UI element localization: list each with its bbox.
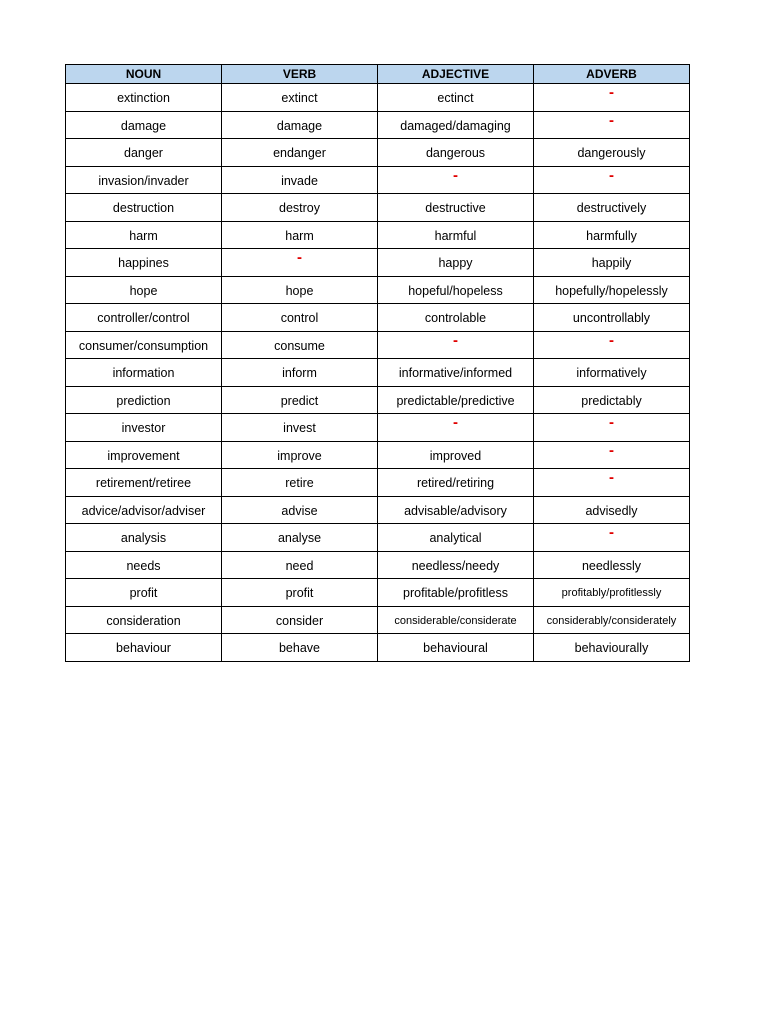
- adverb-cell: dangerously: [534, 139, 690, 167]
- adverb-cell: -: [534, 469, 690, 497]
- verb-cell: consider: [222, 606, 378, 634]
- verb-cell: -: [222, 249, 378, 277]
- table-row: [66, 194, 690, 222]
- noun-cell: information: [66, 359, 222, 387]
- adjective-cell: happy: [378, 249, 534, 277]
- adjective-cell: dangerous: [378, 139, 534, 167]
- header-adjective: ADJECTIVE: [378, 65, 534, 84]
- adjective-cell: predictable/predictive: [378, 386, 534, 414]
- table-row: [66, 166, 690, 194]
- table-row: [66, 579, 690, 607]
- verb-cell: consume: [222, 331, 378, 359]
- table-row: [66, 606, 690, 634]
- table-row: [66, 276, 690, 304]
- adverb-cell: considerably/considerately: [534, 606, 690, 634]
- adjective-cell: harmful: [378, 221, 534, 249]
- verb-cell: predict: [222, 386, 378, 414]
- adjective-cell: -: [378, 166, 534, 194]
- adjective-cell: retired/retiring: [378, 469, 534, 497]
- adjective-cell: needless/needy: [378, 551, 534, 579]
- noun-cell: retirement/retiree: [66, 469, 222, 497]
- noun-cell: controller/control: [66, 304, 222, 332]
- adverb-cell: needlessly: [534, 551, 690, 579]
- table-row: [66, 524, 690, 552]
- noun-cell: harm: [66, 221, 222, 249]
- verb-cell: control: [222, 304, 378, 332]
- verb-cell: profit: [222, 579, 378, 607]
- table-row: [66, 249, 690, 277]
- verb-cell: endanger: [222, 139, 378, 167]
- adjective-cell: hopeful/hopeless: [378, 276, 534, 304]
- table-row: [66, 359, 690, 387]
- table-row: [66, 139, 690, 167]
- table-row: [66, 221, 690, 249]
- noun-cell: consideration: [66, 606, 222, 634]
- noun-cell: profit: [66, 579, 222, 607]
- verb-cell: destroy: [222, 194, 378, 222]
- header-verb: VERB: [222, 65, 378, 84]
- adjective-cell: controlable: [378, 304, 534, 332]
- verb-cell: retire: [222, 469, 378, 497]
- adjective-cell: analytical: [378, 524, 534, 552]
- adverb-cell: uncontrollably: [534, 304, 690, 332]
- adverb-cell: advisedly: [534, 496, 690, 524]
- adjective-cell: considerable/considerate: [378, 606, 534, 634]
- table-row: [66, 84, 690, 112]
- table-row: [66, 111, 690, 139]
- verb-cell: analyse: [222, 524, 378, 552]
- table-row: [66, 441, 690, 469]
- table-header: [66, 65, 690, 84]
- noun-cell: advice/advisor/adviser: [66, 496, 222, 524]
- verb-cell: damage: [222, 111, 378, 139]
- adjective-cell: ectinct: [378, 84, 534, 112]
- adjective-cell: profitable/profitless: [378, 579, 534, 607]
- table-row: [66, 496, 690, 524]
- adverb-cell: -: [534, 111, 690, 139]
- table-row: [66, 386, 690, 414]
- verb-cell: improve: [222, 441, 378, 469]
- verb-cell: inform: [222, 359, 378, 387]
- adverb-cell: hopefully/hopelessly: [534, 276, 690, 304]
- noun-cell: hope: [66, 276, 222, 304]
- adjective-cell: -: [378, 331, 534, 359]
- noun-cell: invasion/invader: [66, 166, 222, 194]
- adverb-cell: predictably: [534, 386, 690, 414]
- noun-cell: consumer/consumption: [66, 331, 222, 359]
- adverb-cell: -: [534, 414, 690, 442]
- adverb-cell: -: [534, 166, 690, 194]
- adverb-cell: happily: [534, 249, 690, 277]
- verb-cell: extinct: [222, 84, 378, 112]
- noun-cell: danger: [66, 139, 222, 167]
- adverb-cell: -: [534, 84, 690, 112]
- noun-cell: improvement: [66, 441, 222, 469]
- verb-cell: advise: [222, 496, 378, 524]
- header-row: [66, 65, 690, 84]
- adverb-cell: harmfully: [534, 221, 690, 249]
- verb-cell: invest: [222, 414, 378, 442]
- adverb-cell: -: [534, 331, 690, 359]
- adjective-cell: informative/informed: [378, 359, 534, 387]
- table-row: [66, 414, 690, 442]
- adverb-cell: destructively: [534, 194, 690, 222]
- table-row: [66, 331, 690, 359]
- adjective-cell: advisable/advisory: [378, 496, 534, 524]
- adjective-cell: behavioural: [378, 634, 534, 662]
- adjective-cell: destructive: [378, 194, 534, 222]
- adjective-cell: damaged/damaging: [378, 111, 534, 139]
- verb-cell: harm: [222, 221, 378, 249]
- adverb-cell: informatively: [534, 359, 690, 387]
- word-forms-table: [65, 64, 690, 662]
- table-body: [66, 84, 690, 662]
- adjective-cell: -: [378, 414, 534, 442]
- adverb-cell: behaviourally: [534, 634, 690, 662]
- noun-cell: investor: [66, 414, 222, 442]
- adverb-cell: profitably/profitlessly: [534, 579, 690, 607]
- adverb-cell: -: [534, 441, 690, 469]
- header-noun: NOUN: [66, 65, 222, 84]
- noun-cell: analysis: [66, 524, 222, 552]
- verb-cell: behave: [222, 634, 378, 662]
- header-adverb: ADVERB: [534, 65, 690, 84]
- verb-cell: hope: [222, 276, 378, 304]
- table-row: [66, 469, 690, 497]
- table-row: [66, 634, 690, 662]
- verb-cell: invade: [222, 166, 378, 194]
- noun-cell: needs: [66, 551, 222, 579]
- table-row: [66, 551, 690, 579]
- verb-cell: need: [222, 551, 378, 579]
- noun-cell: destruction: [66, 194, 222, 222]
- noun-cell: happines: [66, 249, 222, 277]
- adjective-cell: improved: [378, 441, 534, 469]
- noun-cell: damage: [66, 111, 222, 139]
- noun-cell: behaviour: [66, 634, 222, 662]
- table-row: [66, 304, 690, 332]
- noun-cell: extinction: [66, 84, 222, 112]
- adverb-cell: -: [534, 524, 690, 552]
- noun-cell: prediction: [66, 386, 222, 414]
